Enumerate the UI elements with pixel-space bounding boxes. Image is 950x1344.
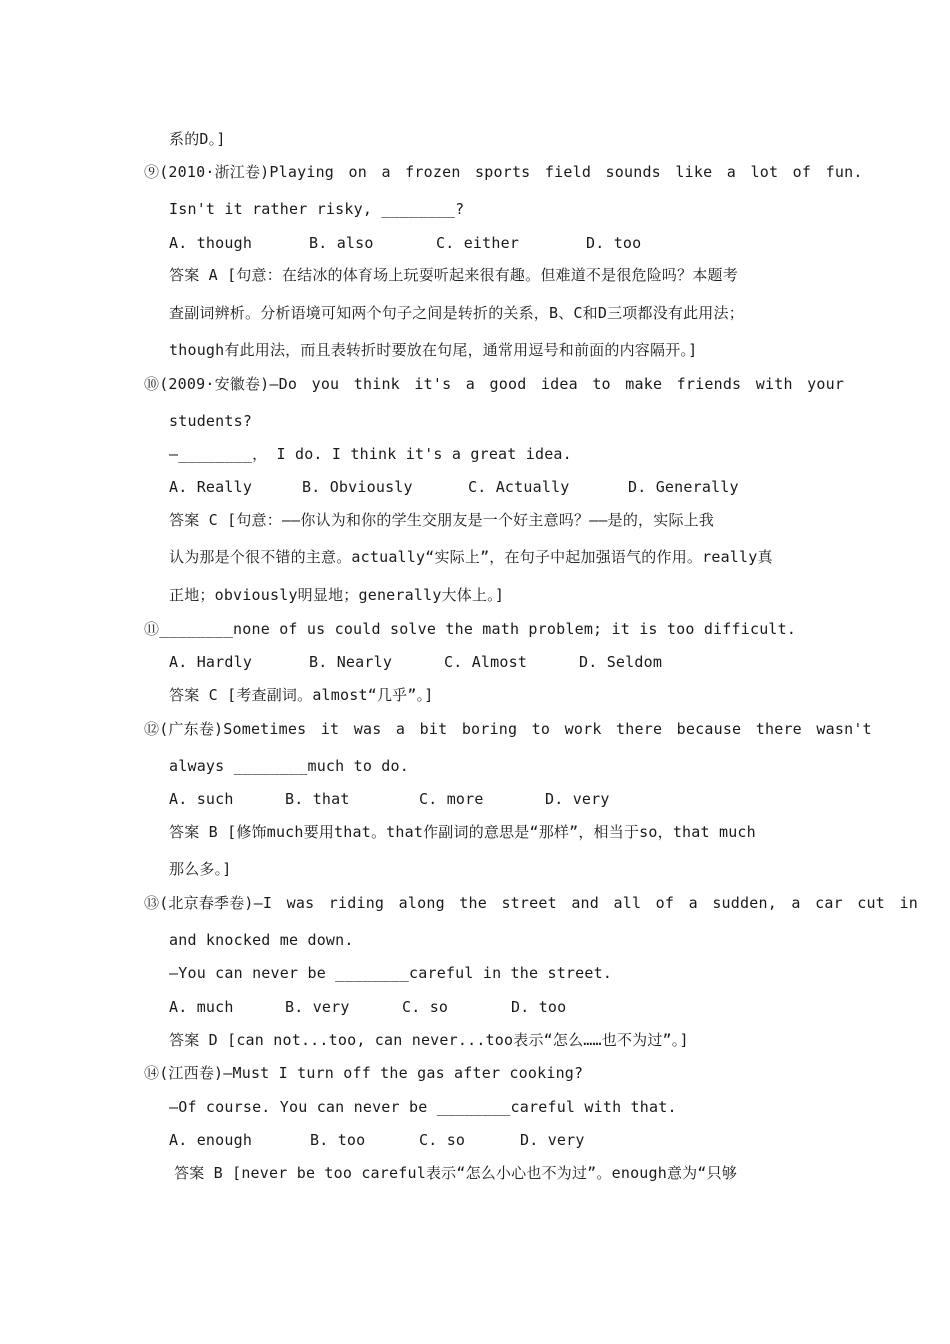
answer-options [169, 997, 566, 1017]
answer-options [169, 233, 641, 253]
question-stem: —Of course. You can never be ________careful with that. [169, 1098, 677, 1116]
option-d: D. Seldom [579, 653, 663, 671]
question-stem: ⑬(北京春季卷)—I was riding along the street and all of a sudden, a car cut in [144, 894, 918, 912]
question-stem: ⑪________none of us could solve the math problem; it is too difficult. [144, 620, 797, 638]
answer-text: 认为那是个很不错的主意。actually“实际上”，在句子中起加强语气的作用。really真 [169, 548, 773, 566]
question-stem: ⑭(江西卷)—Must I turn off the gas after cooking? [144, 1064, 584, 1082]
answer-text: 答案 B [never be too careful表示“怎么小心也不为过”。enough意为“只够 [174, 1164, 738, 1182]
question-stem: ⑨(2010·浙江卷)Playing on a frozen sports field sounds like a lot of fun. [144, 163, 863, 181]
option-b: B. Nearly [309, 653, 393, 671]
answer-options [169, 477, 739, 497]
option-c: C. either [436, 234, 520, 252]
option-d: D. very [545, 790, 610, 808]
option-c: C. so [419, 1131, 466, 1149]
answer-text: 答案 C [句意：——你认为和你的学生交朋友是一个好主意吗？——是的，实际上我 [169, 511, 715, 529]
option-c: C. Actually [468, 478, 570, 496]
answer-options [169, 652, 662, 672]
answer-text: 查副词辨析。分析语境可知两个句子之间是转折的关系，B、C和D三项都没有此用法； [169, 304, 744, 322]
answer-text: 答案 B [修饰much要用that。that作副词的意思是“那样”，相当于so，that much [169, 823, 756, 841]
answer-text: though有此用法，而且表转折时要放在句尾，通常用逗号和前面的内容隔开。] [169, 341, 698, 359]
option-d: D. Generally [628, 478, 739, 496]
option-d: D. very [520, 1131, 585, 1149]
answer-text: 答案 C [考查副词。almost“几乎”。] [169, 686, 434, 704]
option-a: A. Really [169, 478, 253, 496]
question-stem: ⑩(2009·安徽卷)—Do you think it's a good idea to make friends with your [144, 375, 845, 393]
question-stem: ⑫(广东卷)Sometimes it was a bit boring to work there because there wasn't [144, 720, 872, 738]
answer-text: 系的D。] [169, 130, 226, 148]
option-b: B. too [310, 1131, 366, 1149]
answer-options [169, 789, 610, 809]
option-b: B. Obviously [302, 478, 413, 496]
option-a: A. Hardly [169, 653, 253, 671]
question-stem: —________， I do. I think it's a great idea. [169, 445, 572, 463]
option-b: B. also [309, 234, 374, 252]
option-b: B. very [285, 998, 350, 1016]
answer-text: 正地；obviously明显地；generally大体上。] [169, 586, 505, 604]
option-a: A. though [169, 234, 253, 252]
answer-text: 那么多。] [169, 860, 232, 878]
option-c: C. Almost [444, 653, 528, 671]
option-b: B. that [285, 790, 350, 808]
question-stem: students? [169, 412, 253, 430]
option-d: D. too [511, 998, 567, 1016]
answer-text: 答案 A [句意：在结冰的体育场上玩耍听起来很有趣。但难道不是很危险吗？本题考 [169, 266, 738, 284]
question-stem: Isn't it rather risky, ________? [169, 200, 465, 218]
option-a: A. enough [169, 1131, 253, 1149]
option-d: D. too [586, 234, 642, 252]
option-a: A. such [169, 790, 234, 808]
question-stem: and knocked me down. [169, 931, 354, 949]
option-a: A. much [169, 998, 234, 1016]
question-stem: —You can never be ________careful in the street. [169, 964, 613, 982]
option-c: C. so [402, 998, 449, 1016]
question-stem: always ________much to do. [169, 757, 409, 775]
answer-options [169, 1130, 585, 1150]
answer-text: 答案 D [can not...too, can never...too表示“怎么……也不为过”。] [169, 1031, 689, 1049]
option-c: C. more [419, 790, 484, 808]
